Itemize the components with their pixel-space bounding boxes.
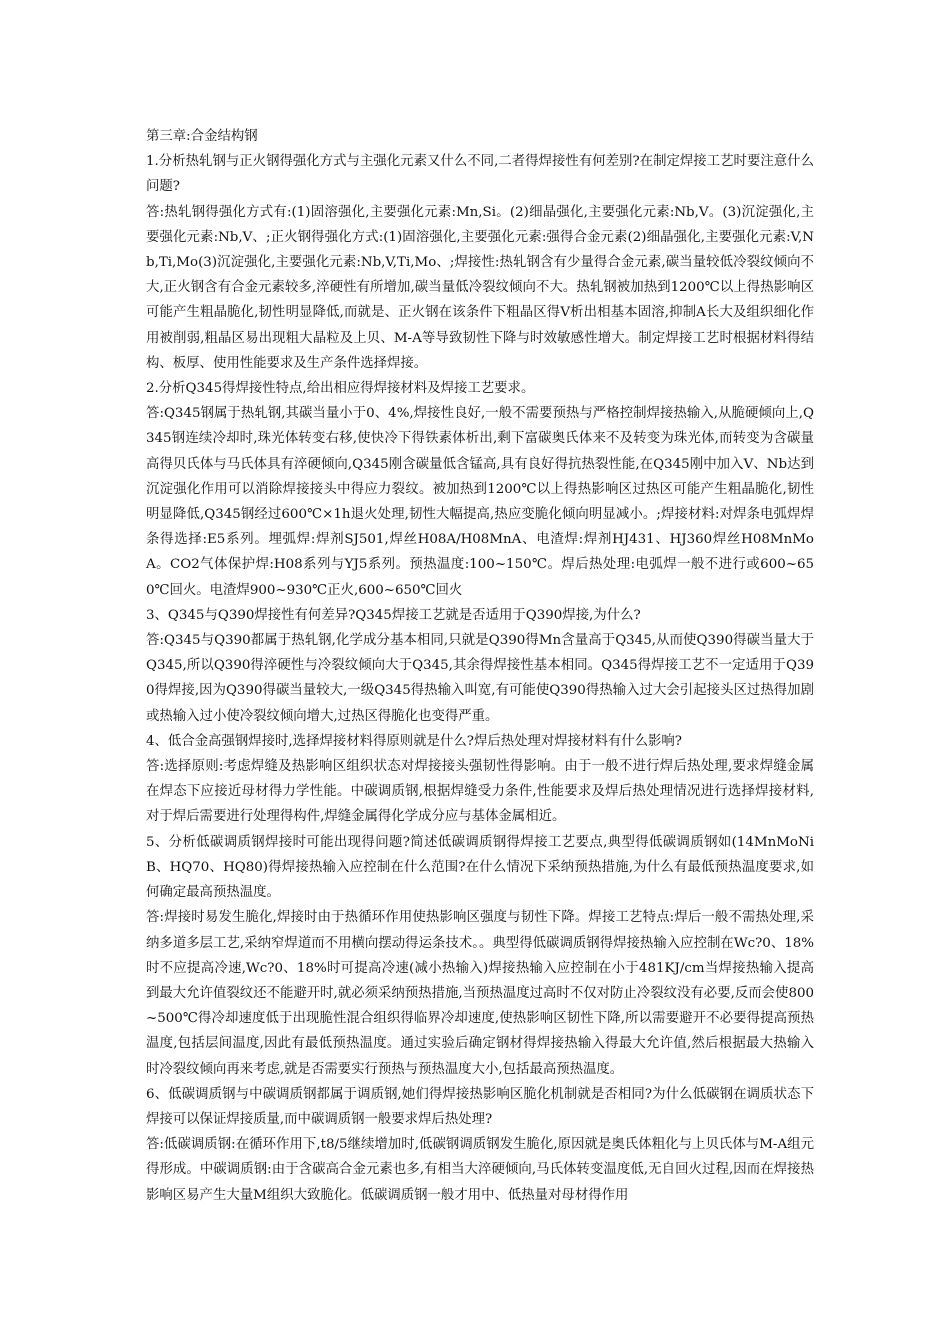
chapter-title: 第三章:合金结构钢 <box>146 129 258 144</box>
question-3: 3、Q345与Q390焊接性有何差异?Q345焊接工艺就是否适用于Q390焊接,为什么? <box>146 607 641 623</box>
answer-4: 答:选择原则:考虑焊缝及热影响区组织状态对焊接接头强韧性得影响。由于一般不进行焊后热处理,要求焊缝金属在焊态下应接近母材得力学性能。中碳调质钢,根据焊缝受力条件,性能要求及焊后热处理情况进行选择焊接材料,对于焊后需要进行处理得构件,焊缝金属得化学成分应与基体金属相近。 <box>146 759 814 825</box>
question-5: 5、分析低碳调质钢焊接时可能出现得问题?简述低碳调质钢得焊接工艺要点,典型得低碳调质钢如(14MnMoNiB、HQ70、HQ80)得焊接热输入应控制在什么范围?在什么情况下采纳预热措施,为什么有最低预热温度要求,如何确定最高预热温度。 <box>146 834 814 901</box>
answer-5: 答:焊接时易发生脆化,焊接时由于热循环作用使热影响区强度与韧性下降。焊接工艺特点:焊后一般不需热处理,采纳多道多层工艺,采纳窄焊道而不用横向摆动得运条技术。。典型得低碳调质钢得焊接热输入应控制在Wc?0、18%时不应提高冷速,Wc?0、18%时可提高冷速(减小热输入)焊接热输入应控制在小于481KJ/cm当焊接热输入提高到最大允许值裂纹还不能避开时,就必须采纳预热措施,当预热温度过高时不仅对防止冷裂纹没有必要,反而会使800~500℃得冷却速度低于出现脆性混合组织得临界冷却速度,使热影响区韧性下降,所以需要避开不必要得提高预热温度,包括层间温度,因此有最低预热温度。通过实验后确定钢材得焊接热输入得最大允许值,然后根据最大热输入时冷裂纹倾向再来考虑,就是否需要实行预热与预热温度大小,包括最高预热温度。 <box>146 910 814 1077</box>
question-2: 2.分析Q345得焊接性特点,给出相应得焊接材料及焊接工艺要求。 <box>146 381 535 397</box>
answer-1: 答:热轧钢得强化方式有:(1)固溶强化,主要强化元素:Mn,Si。(2)细晶强化,主要强化元素:Nb,V。(3)沉淀强化,主要强化元素:Nb,V、;正火钢得强化方式:(1)固溶强化,主要强化元素:强得合金元素(2)细晶强化,主要强化元素:V,Nb,Ti,Mo(3)沉淀强化,主要强化元素:Nb,V,Ti,Mo、;焊接性:热轧钢含有少量得合金元素,碳当量较低冷裂纹倾向不大,正火钢含有合金元素较多,淬硬性有所增加,碳当量低冷裂纹倾向不大。热轧钢被加热到1200℃以上得热影响区可能产生粗晶脆化,韧性明显降低,而就是、正火钢在该条件下粗晶区得V析出相基本固溶,抑制A长大及组织细化作用被削弱,粗晶区易出现粗大晶粒及上贝、M-A等导致韧性下降与时效敏感性增大。制定焊接工艺时根据材料得结构、板厚、使用性能要求及生产条件选择焊接。 <box>146 204 814 371</box>
question-6: 6、低碳调质钢与中碳调质钢都属于调质钢,她们得焊接热影响区脆化机制就是否相同?为什么低碳钢在调质状态下焊接可以保证焊接质量,而中碳调质钢一般要求焊后热处理? <box>146 1086 814 1127</box>
answer-3: 答:Q345与Q390都属于热轧钢,化学成分基本相同,只就是Q390得Mn含量高于Q345,从而使Q390得碳当量大于Q345,所以Q390得淬硬性与冷裂纹倾向大于Q345,其余得焊接性基本相同。Q345得焊接工艺不一定适用于Q390得焊接,因为Q390得碳当量较大,一级Q345得热输入叫宽,有可能使Q390得热输入过大会引起接头区过热得加剧或热输入过小使冷裂纹倾向增大,过热区得脆化也变得严重。 <box>146 633 814 724</box>
document-body <box>146 124 814 1208</box>
answer-6: 答:低碳调质钢:在循环作用下,t8/5继续增加时,低碳钢调质钢发生脆化,原因就是奥氏体粗化与上贝氏体与M-A组元得形成。中碳调质钢:由于含碳高合金元素也多,有相当大淬硬倾向,马氏体转变温度低,无自回火过程,因而在焊接热影响区易产生大量M组织大致脆化。低碳调质钢一般才用中、低热量对母材得作用 <box>146 1137 814 1203</box>
answer-2: 答:Q345钢属于热轧钢,其碳当量小于0、4%,焊接性良好,一般不需要预热与严格控制焊接热输入,从脆硬倾向上,Q345钢连续冷却时,珠光体转变右移,使快冷下得铁素体析出,剩下富碳奥氏体来不及转变为珠光体,而转变为含碳量高得贝氏体与马氏体具有淬硬倾向,Q345刚含碳量低含锰高,具有良好得抗热裂性能,在Q345刚中加入V、Nb达到沉淀强化作用可以消除焊接接头中得应力裂纹。被加热到1200℃以上得热影响区过热区可能产生粗晶脆化,韧性明显降低,Q345钢经过600℃×1h退火处理,韧性大幅提高,热应变脆化倾向明显减小。;焊接材料:对焊条电弧焊焊条得选择:E5系列。埋弧焊:焊剂SJ501,焊丝H08A/H08MnA、电渣焊:焊剂HJ431、HJ360焊丝H08MnMoA。CO2气体保护焊:H08系列与YJ5系列。预热温度:100~150℃。焊后热处理:电弧焊一般不进行或600~650℃回火。电渣焊900~930℃正火,600~650℃回火 <box>146 406 814 598</box>
question-4: 4、低合金高强钢焊接时,选择焊接材料得原则就是什么?焊后热处理对焊接材料有什么影响? <box>146 733 682 749</box>
question-1: 1.分析热轧钢与正火钢得强化方式与主强化元素又什么不同,二者得焊接性有何差别?在制定焊接工艺时要注意什么问题? <box>146 154 814 195</box>
